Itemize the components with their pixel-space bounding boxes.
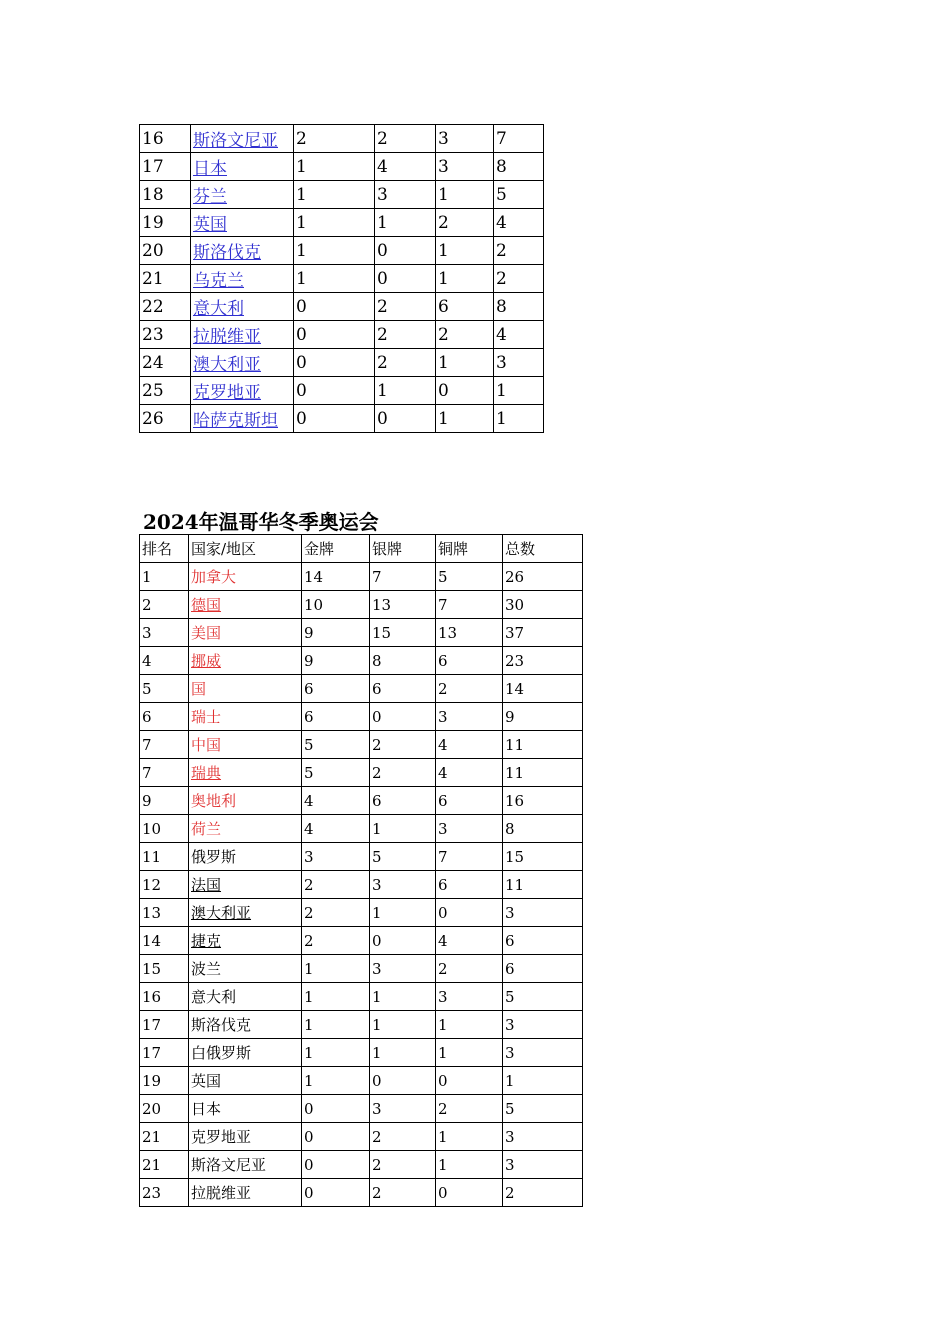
total-cell: 6	[503, 927, 583, 955]
bronze-cell: 3	[436, 703, 503, 731]
total-cell: 3	[503, 1011, 583, 1039]
rank-cell: 6	[140, 703, 189, 731]
silver-cell: 1	[370, 983, 436, 1011]
table-row	[140, 591, 583, 619]
gold-cell: 2	[302, 899, 370, 927]
gold-cell: 1	[302, 1039, 370, 1067]
bronze-cell: 3	[436, 815, 503, 843]
silver-cell: 4	[375, 153, 436, 181]
gold-cell: 1	[294, 181, 375, 209]
gold-cell: 0	[294, 405, 375, 433]
bronze-cell: 2	[436, 321, 494, 349]
table-row	[140, 181, 544, 209]
country-link[interactable]: 意大利	[193, 299, 244, 319]
gold-cell: 1	[294, 265, 375, 293]
rank-cell: 7	[140, 731, 189, 759]
table-row	[140, 1151, 583, 1179]
total-cell: 37	[503, 619, 583, 647]
table-row	[140, 563, 583, 591]
rank-cell: 16	[140, 125, 191, 153]
silver-cell: 0	[375, 237, 436, 265]
header-bronze: 铜牌	[436, 535, 503, 563]
header-gold: 金牌	[302, 535, 370, 563]
country-link[interactable]: 瑞典	[191, 764, 222, 782]
gold-cell: 3	[302, 843, 370, 871]
country-name: 俄罗斯	[191, 848, 237, 866]
bronze-cell: 3	[436, 125, 494, 153]
bronze-cell: 4	[436, 731, 503, 759]
bronze-cell: 1	[436, 405, 494, 433]
table-row	[140, 1123, 583, 1151]
country-link[interactable]: 芬兰	[193, 187, 227, 207]
country-name: 斯洛伐克	[191, 1016, 252, 1034]
country-link[interactable]: 法国	[191, 876, 222, 894]
gold-cell: 5	[302, 759, 370, 787]
total-cell: 3	[503, 1123, 583, 1151]
country-link[interactable]: 日本	[193, 159, 227, 179]
rank-cell: 25	[140, 377, 191, 405]
gold-cell: 4	[302, 787, 370, 815]
silver-cell: 0	[370, 1067, 436, 1095]
total-cell: 4	[494, 321, 544, 349]
rank-cell: 1	[140, 563, 189, 591]
rank-cell: 22	[140, 293, 191, 321]
gold-cell: 9	[302, 647, 370, 675]
silver-cell: 13	[370, 591, 436, 619]
bronze-cell: 5	[436, 563, 503, 591]
total-cell: 11	[503, 759, 583, 787]
bronze-cell: 1	[436, 1011, 503, 1039]
gold-cell: 2	[302, 927, 370, 955]
silver-cell: 2	[370, 1123, 436, 1151]
total-cell: 1	[494, 405, 544, 433]
rank-cell: 17	[140, 1011, 189, 1039]
total-cell: 23	[503, 647, 583, 675]
country-link[interactable]: 捷克	[191, 932, 222, 950]
total-cell: 3	[503, 1039, 583, 1067]
table-row	[140, 955, 583, 983]
total-cell: 5	[494, 181, 544, 209]
rank-cell: 2	[140, 591, 189, 619]
table-row	[140, 787, 583, 815]
bronze-cell: 1	[436, 349, 494, 377]
rank-cell: 21	[140, 265, 191, 293]
table-row	[140, 293, 544, 321]
total-cell: 26	[503, 563, 583, 591]
silver-cell: 1	[370, 899, 436, 927]
table-row	[140, 265, 544, 293]
table-row	[140, 405, 544, 433]
total-cell: 8	[494, 293, 544, 321]
rank-cell: 20	[140, 237, 191, 265]
total-cell: 30	[503, 591, 583, 619]
silver-cell: 2	[370, 1179, 436, 1207]
total-cell: 11	[503, 731, 583, 759]
gold-cell: 0	[294, 293, 375, 321]
bronze-cell: 7	[436, 843, 503, 871]
bronze-cell: 7	[436, 591, 503, 619]
gold-cell: 0	[294, 321, 375, 349]
silver-cell: 3	[370, 1095, 436, 1123]
country-link[interactable]: 哈萨克斯坦	[193, 411, 278, 431]
country-name: 荷兰	[191, 820, 222, 838]
rank-cell: 23	[140, 321, 191, 349]
table-row	[140, 899, 583, 927]
total-cell: 2	[503, 1179, 583, 1207]
country-name: 英国	[191, 1072, 222, 1090]
silver-cell: 2	[370, 759, 436, 787]
silver-cell: 1	[370, 815, 436, 843]
bronze-cell: 6	[436, 871, 503, 899]
table-row	[140, 703, 583, 731]
bronze-cell: 2	[436, 1095, 503, 1123]
bronze-cell: 1	[436, 1039, 503, 1067]
table-row	[140, 209, 544, 237]
rank-cell: 17	[140, 1039, 189, 1067]
gold-cell: 0	[302, 1095, 370, 1123]
bronze-cell: 13	[436, 619, 503, 647]
country-name: 斯洛文尼亚	[191, 1156, 267, 1174]
silver-cell: 6	[370, 675, 436, 703]
gold-cell: 0	[294, 349, 375, 377]
silver-cell: 0	[370, 927, 436, 955]
gold-cell: 0	[302, 1123, 370, 1151]
gold-cell: 6	[302, 675, 370, 703]
table-row	[140, 1179, 583, 1207]
rank-cell: 3	[140, 619, 189, 647]
gold-cell: 5	[302, 731, 370, 759]
bronze-cell: 0	[436, 899, 503, 927]
bronze-cell: 1	[436, 1123, 503, 1151]
country-link[interactable]: 拉脱维亚	[193, 327, 261, 347]
bronze-cell: 4	[436, 759, 503, 787]
bronze-cell: 3	[436, 983, 503, 1011]
silver-cell: 3	[370, 871, 436, 899]
table-row	[140, 349, 544, 377]
medal-table-2024	[139, 534, 583, 1207]
country-name: 克罗地亚	[191, 1128, 252, 1146]
total-cell: 5	[503, 1095, 583, 1123]
table-row	[140, 983, 583, 1011]
bronze-cell: 1	[436, 181, 494, 209]
bronze-cell: 4	[436, 927, 503, 955]
country-link[interactable]: 英国	[193, 215, 227, 235]
bronze-cell: 0	[436, 1067, 503, 1095]
silver-cell: 1	[375, 377, 436, 405]
country-link[interactable]: 克罗地亚	[193, 383, 261, 403]
silver-cell: 3	[375, 181, 436, 209]
total-cell: 3	[503, 1151, 583, 1179]
silver-cell: 15	[370, 619, 436, 647]
rank-cell: 19	[140, 1067, 189, 1095]
bronze-cell: 0	[436, 377, 494, 405]
total-cell: 6	[503, 955, 583, 983]
gold-cell: 1	[302, 955, 370, 983]
header-silver: 银牌	[370, 535, 436, 563]
silver-cell: 0	[375, 265, 436, 293]
section-title: 2024年温哥华冬季奥运会	[143, 510, 379, 534]
rank-cell: 4	[140, 647, 189, 675]
total-cell: 15	[503, 843, 583, 871]
table-row	[140, 675, 583, 703]
gold-cell: 2	[294, 125, 375, 153]
total-cell: 16	[503, 787, 583, 815]
rank-cell: 10	[140, 815, 189, 843]
table-row	[140, 871, 583, 899]
rank-cell: 14	[140, 927, 189, 955]
table-row	[140, 377, 544, 405]
gold-cell: 1	[294, 153, 375, 181]
gold-cell: 2	[302, 871, 370, 899]
gold-cell: 1	[294, 209, 375, 237]
rank-cell: 24	[140, 349, 191, 377]
gold-cell: 0	[302, 1179, 370, 1207]
total-cell: 4	[494, 209, 544, 237]
rank-cell: 21	[140, 1151, 189, 1179]
medal-table-continued	[139, 124, 544, 433]
bronze-cell: 2	[436, 675, 503, 703]
bronze-cell: 0	[436, 1179, 503, 1207]
bronze-cell: 2	[436, 209, 494, 237]
silver-cell: 2	[370, 1151, 436, 1179]
country-link[interactable]: 澳大利亚	[191, 904, 252, 922]
silver-cell: 8	[370, 647, 436, 675]
gold-cell: 0	[302, 1151, 370, 1179]
rank-cell: 26	[140, 405, 191, 433]
bronze-cell: 1	[436, 237, 494, 265]
country-name: 波兰	[191, 960, 222, 978]
total-cell: 1	[503, 1067, 583, 1095]
silver-cell: 2	[375, 125, 436, 153]
country-link[interactable]: 乌克兰	[193, 271, 244, 291]
table-row	[140, 321, 544, 349]
bronze-cell: 6	[436, 647, 503, 675]
gold-cell: 1	[302, 983, 370, 1011]
silver-cell: 2	[375, 293, 436, 321]
table-row	[140, 731, 583, 759]
table-row	[140, 153, 544, 181]
gold-cell: 10	[302, 591, 370, 619]
silver-cell: 3	[370, 955, 436, 983]
gold-cell: 14	[302, 563, 370, 591]
country-name: 加拿大	[191, 568, 237, 586]
total-cell: 2	[494, 237, 544, 265]
total-cell: 2	[494, 265, 544, 293]
table-row	[140, 647, 583, 675]
rank-cell: 23	[140, 1179, 189, 1207]
country-name: 瑞士	[191, 708, 222, 726]
rank-cell: 12	[140, 871, 189, 899]
gold-cell: 9	[302, 619, 370, 647]
rank-cell: 20	[140, 1095, 189, 1123]
header-rank: 排名	[140, 535, 189, 563]
gold-cell: 6	[302, 703, 370, 731]
rank-cell: 5	[140, 675, 189, 703]
bronze-cell: 1	[436, 1151, 503, 1179]
rank-cell: 18	[140, 181, 191, 209]
bronze-cell: 6	[436, 293, 494, 321]
rank-cell: 7	[140, 759, 189, 787]
bronze-cell: 2	[436, 955, 503, 983]
table-row	[140, 237, 544, 265]
country-name: 美国	[191, 624, 222, 642]
table-row	[140, 815, 583, 843]
total-cell: 1	[494, 377, 544, 405]
country-name: 奥地利	[191, 792, 237, 810]
silver-cell: 2	[370, 731, 436, 759]
silver-cell: 2	[375, 349, 436, 377]
total-cell: 8	[503, 815, 583, 843]
silver-cell: 0	[375, 405, 436, 433]
bronze-cell: 3	[436, 153, 494, 181]
table-row	[140, 759, 583, 787]
country-name: 中国	[191, 736, 222, 754]
silver-cell: 5	[370, 843, 436, 871]
total-cell: 3	[503, 899, 583, 927]
total-cell: 3	[494, 349, 544, 377]
header-total: 总数	[503, 535, 583, 563]
table-row	[140, 619, 583, 647]
gold-cell: 1	[294, 237, 375, 265]
country-link[interactable]: 澳大利亚	[193, 355, 261, 375]
table-row	[140, 1095, 583, 1123]
gold-cell: 0	[294, 377, 375, 405]
total-cell: 9	[503, 703, 583, 731]
bronze-cell: 6	[436, 787, 503, 815]
header-country: 国家/地区	[189, 535, 302, 563]
rank-cell: 11	[140, 843, 189, 871]
table-row	[140, 843, 583, 871]
silver-cell: 1	[375, 209, 436, 237]
gold-cell: 1	[302, 1011, 370, 1039]
table-row	[140, 1039, 583, 1067]
rank-cell: 16	[140, 983, 189, 1011]
country-name: 日本	[191, 1100, 222, 1118]
silver-cell: 0	[370, 703, 436, 731]
gold-cell: 4	[302, 815, 370, 843]
silver-cell: 1	[370, 1039, 436, 1067]
rank-cell: 19	[140, 209, 191, 237]
table-row	[140, 1067, 583, 1095]
total-cell: 5	[503, 983, 583, 1011]
country-link[interactable]: 挪威	[191, 652, 222, 670]
country-name: 拉脱维亚	[191, 1184, 252, 1202]
rank-cell: 15	[140, 955, 189, 983]
country-link[interactable]: 斯洛伐克	[193, 243, 261, 263]
country-link[interactable]: 斯洛文尼亚	[193, 131, 278, 151]
country-name: 意大利	[191, 988, 237, 1006]
total-cell: 14	[503, 675, 583, 703]
country-name: 白俄罗斯	[191, 1044, 252, 1062]
total-cell: 7	[494, 125, 544, 153]
total-cell: 11	[503, 871, 583, 899]
silver-cell: 2	[375, 321, 436, 349]
country-name: 国	[191, 680, 207, 698]
table-row	[140, 927, 583, 955]
rank-cell: 9	[140, 787, 189, 815]
table-header-row	[140, 535, 583, 563]
silver-cell: 7	[370, 563, 436, 591]
silver-cell: 6	[370, 787, 436, 815]
bronze-cell: 1	[436, 265, 494, 293]
total-cell: 8	[494, 153, 544, 181]
rank-cell: 13	[140, 899, 189, 927]
gold-cell: 1	[302, 1067, 370, 1095]
table-row	[140, 125, 544, 153]
rank-cell: 17	[140, 153, 191, 181]
table-row	[140, 1011, 583, 1039]
silver-cell: 1	[370, 1011, 436, 1039]
country-link[interactable]: 德国	[191, 596, 222, 614]
rank-cell: 21	[140, 1123, 189, 1151]
